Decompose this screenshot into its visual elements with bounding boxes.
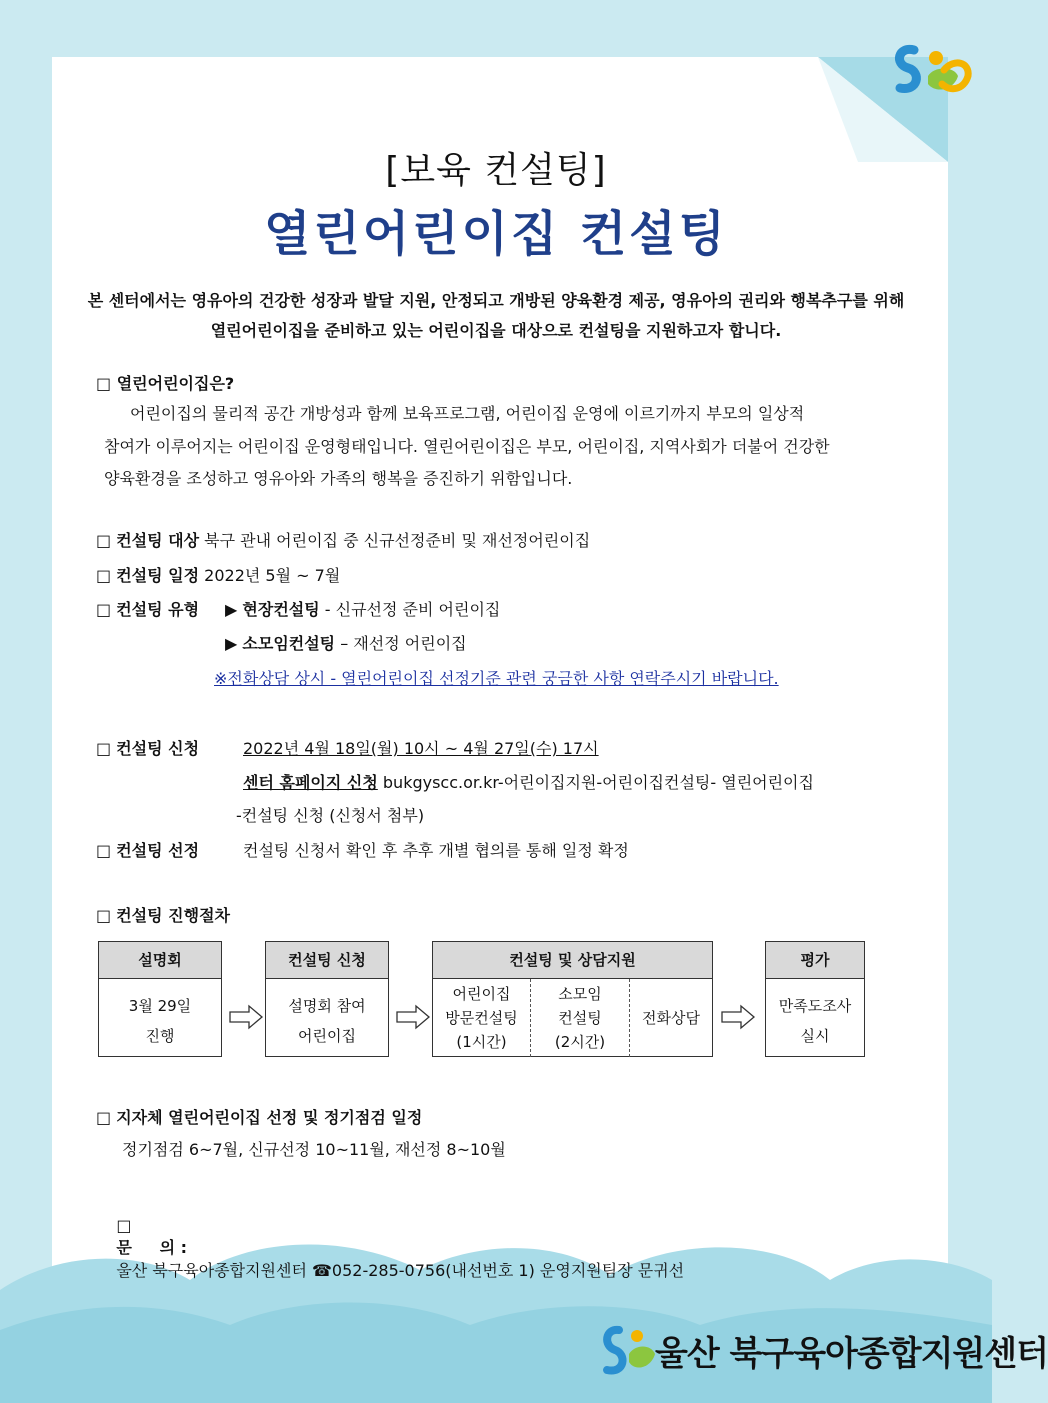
local-value: 정기점검 6~7월, 신규선정 10~11월, 재선정 8~10월 — [122, 1140, 506, 1159]
apply-label: 컨설팅 신청 — [116, 739, 200, 758]
arrow-right-icon — [721, 1004, 755, 1030]
step-application: 컨설팅 신청 설명회 참여 어린이집 — [265, 941, 389, 1057]
local-row — [96, 1105, 422, 1128]
bullet-icon: □ — [96, 531, 112, 550]
select-value: 컨설팅 신청서 확인 후 추후 개별 협의를 통해 일정 확정 — [243, 841, 629, 860]
arrow-right-icon: ▶ — [225, 600, 238, 619]
about-line3: 양육환경을 조성하고 영유아와 가족의 행복을 증진하기 위함입니다. — [104, 469, 573, 488]
arrow-right-icon — [396, 1004, 430, 1030]
center-logo-icon — [597, 1320, 659, 1384]
page-subtitle: [보육 컨설팅] — [385, 150, 607, 191]
bullet-icon: □ — [96, 600, 112, 619]
schedule-value: 2022년 5월 ~ 7월 — [204, 566, 341, 585]
select-row — [96, 838, 199, 861]
local-label: 지자체 열린어린이집 선정 및 정기점검 일정 — [116, 1108, 423, 1127]
bullet-icon: □ — [96, 1108, 112, 1127]
page-title: 열린어린이집 컨설팅 — [263, 206, 729, 262]
bullet-icon: □ — [96, 739, 112, 758]
arrow-right-icon: ▶ — [225, 634, 238, 653]
footer-center-name: 울산 북구육아종합지원센터 — [655, 1334, 1048, 1374]
contact-value: 울산 북구육아종합지원센터 ☎052-285-0756(내선번호 1) 운영지원팀장 문귀선 — [116, 1261, 685, 1280]
target-label: 컨설팅 대상 — [116, 531, 200, 550]
schedule-label: 컨설팅 일정 — [116, 566, 200, 585]
step-briefing: 설명회 3월 29일 진행 — [98, 941, 222, 1057]
consult-phone: 전화상담 — [642, 1009, 700, 1027]
intro-text: 본 센터에서는 영유아의 건강한 성장과 발달 지원, 안정되고 개방된 양육환경 제공, 영유아의 권리와 행복추구를 위해 열린어린이집을 준비하고 있는 어린이집을 대상으로 컨설팅을 지원하고자 합니다. — [87, 291, 905, 340]
target-value: 북구 관내 어린이집 중 신규선정준비 및 재선정어린이집 — [204, 531, 591, 550]
bullet-icon: □ — [96, 566, 112, 585]
select-label: 컨설팅 선정 — [116, 841, 200, 860]
bullet-icon: □ — [96, 906, 112, 925]
process-label: 컨설팅 진행절차 — [116, 906, 230, 925]
step-evaluation: 평가 만족도조사 실시 — [765, 941, 865, 1057]
apply-method-label: 센터 홈페이지 신청 — [243, 773, 378, 792]
apply-row — [96, 736, 199, 759]
contact-row — [96, 1197, 684, 1300]
step-consulting: 컨설팅 및 상담지원 어린이집 방문컨설팅 (1시간) 소모임 컨설팅 (2시간) 전화상담 — [432, 941, 713, 1057]
phone-note: ※전화상담 상시 - 열린어린이집 선정기준 관련 궁금한 사항 연락주시기 바랍니다. — [214, 669, 779, 688]
bullet-icon: □ — [96, 374, 112, 393]
type-row — [96, 597, 199, 620]
type-item2: ▶ 소모임컨설팅 – 재선정 어린이집 — [225, 634, 467, 653]
about-heading: □ 열린어린이집은? — [96, 374, 235, 393]
schedule-row — [96, 563, 340, 586]
arrow-right-icon — [229, 1004, 263, 1030]
target-row — [96, 528, 590, 551]
bullet-icon: □ — [96, 841, 112, 860]
process-row — [96, 903, 230, 926]
about-line2: 참여가 이루어지는 어린이집 운영형태입니다. 열린어린이집은 부모, 어린이집, 지역사회가 더불어 건강한 — [104, 437, 830, 456]
type-label: 컨설팅 유형 — [116, 600, 200, 619]
apply-method — [243, 770, 814, 793]
apply-method-path2: -컨설팅 신청 (신청서 첨부) — [236, 806, 425, 825]
consult-group: 소모임 컨설팅 (2시간) — [531, 979, 630, 1057]
bullet-icon: □ — [116, 1216, 132, 1235]
contact-label: 문 의 : — [116, 1238, 188, 1257]
apply-period: 2022년 4월 18일(월) 10시 ~ 4월 27일(수) 17시 — [243, 739, 599, 758]
apply-method-path: bukgyscc.or.kr-어린이집지원-어린이집컨설팅- 열린어린이집 — [382, 773, 814, 792]
type-item1: ▶ 현장컨설팅 - 신규선정 준비 어린이집 — [225, 600, 501, 619]
consult-visit: 어린이집 방문컨설팅 (1시간) — [433, 979, 531, 1057]
about-line1: 어린이집의 물리적 공간 개방성과 함께 보육프로그램, 어린이집 운영에 이르기까지 부모의 일상적 — [130, 404, 805, 423]
